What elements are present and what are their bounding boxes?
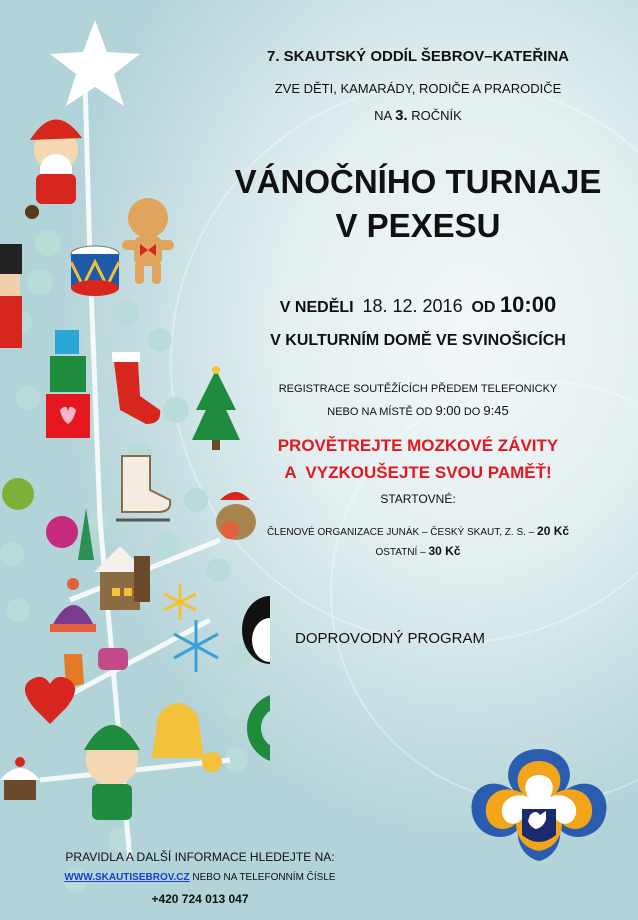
- edition-number: 3.: [395, 107, 408, 124]
- fee-members: [200, 524, 636, 538]
- cupcake-icon: [0, 757, 40, 800]
- edition-prefix: NA: [374, 108, 392, 123]
- registration-prefix: NEBO NA MÍSTĚ OD: [327, 406, 433, 418]
- gingerbread-icon: [122, 198, 174, 284]
- slogan: [200, 432, 636, 486]
- from-label: OD: [471, 299, 496, 316]
- slogan-line2: A VYZKOUŠEJTE SVOU PAMĚŤ!: [284, 463, 552, 482]
- star-icon: [50, 20, 140, 106]
- heart-icon: [25, 677, 75, 724]
- santa-icon: [25, 119, 82, 219]
- skate-icon: [116, 456, 170, 520]
- fee-others: [200, 544, 636, 558]
- registration-info: [200, 378, 636, 423]
- fee-label: STARTOVNÉ:: [380, 492, 456, 506]
- wreath-icon: [254, 700, 270, 790]
- event-time: 10:00: [499, 292, 557, 317]
- phone-number: +420 724 013 047: [151, 892, 249, 906]
- footer-info: PRAVIDLA A DALŠÍ INFORMACE HLEDEJTE NA:: [65, 850, 335, 864]
- event-datetime: [200, 292, 636, 318]
- bell-icon: [152, 703, 222, 772]
- slogan-line1: PROVĚTREJTE MOZKOVÉ ZÁVITY: [277, 436, 559, 455]
- registration-to-label: DO: [463, 406, 481, 418]
- elf-icon: [84, 725, 140, 820]
- scout-lily-logo: [466, 743, 612, 865]
- organizer-title: 7. SKAUTSKÝ ODDÍL ŠEBROV–KATEŘINA: [267, 48, 569, 65]
- nutcracker-icon: [0, 244, 22, 348]
- event-title-line1: VÁNOČNÍHO TURNAJE: [234, 163, 602, 200]
- drum-icon: [71, 246, 119, 296]
- fee-others-price: 30 Kč: [428, 544, 461, 558]
- registration-line1: REGISTRACE SOUTĚŽÍCÍCH PŘEDEM TELEFONICKY: [278, 383, 558, 395]
- accompanying-program: DOPROVODNÝ PROGRAM: [294, 630, 486, 647]
- event-title-line2: V PEXESU: [335, 207, 501, 244]
- phone-label: NEBO NA TELEFONNÍM ČÍSLE: [192, 872, 336, 883]
- invite-line: ZVE DĚTI, KAMARÁDY, RODIČE A PRARODIČE: [274, 81, 562, 96]
- hat-icon: [50, 578, 96, 632]
- registration-line2: [200, 400, 636, 423]
- edition-suffix: ROČNÍK: [411, 108, 462, 123]
- registration-to: 9:45: [483, 403, 509, 418]
- event-title: [200, 160, 636, 248]
- stocking-icon: [112, 352, 160, 424]
- fee-members-label: ČLENOVÉ ORGANIZACE JUNÁK – ČESKÝ SKAUT, Z. S. –: [266, 527, 535, 538]
- edition-line: [200, 107, 636, 124]
- gift-icon: [46, 330, 90, 438]
- registration-from: 9:00: [435, 403, 461, 418]
- website-link[interactable]: WWW.SKAUTISEBROV.CZ: [64, 872, 190, 883]
- footer-contact: [0, 872, 400, 883]
- event-place: V KULTURNÍM DOMĚ VE SVINOŠICÍCH: [270, 332, 566, 349]
- fee-others-label: OSTATNÍ –: [375, 547, 426, 558]
- fee-members-price: 20 Kč: [537, 524, 570, 538]
- event-date: 18. 12. 2016: [362, 296, 463, 316]
- day-label: V NEDĚLI: [279, 299, 354, 316]
